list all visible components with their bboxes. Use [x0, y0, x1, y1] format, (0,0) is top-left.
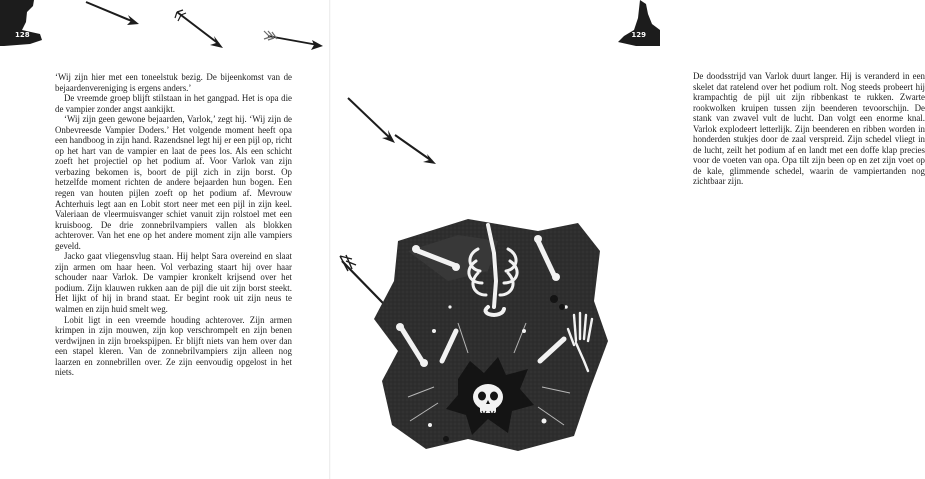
paragraph: ‘Wij zijn hier met een toneelstuk bezig. De bijeenkomst van de bejaardenvereniging is ergens anders.’	[55, 72, 292, 93]
paragraph: De vreemde groep blijft stilstaan in het gangpad. Het is opa die de vampier zonder angst aankijkt.	[55, 93, 292, 114]
witch-hat-icon	[616, 0, 660, 48]
right-text-column	[693, 71, 925, 187]
arrow-icon	[262, 30, 324, 52]
arrow-icon	[84, 0, 140, 26]
paragraph: Lobit ligt in een vreemde houding achterover. Zijn armen krimpen in zijn mouwen, zijn kop verschrompelt en zijn benen verdwijnen in zijn broekspijpen. Er blijft niets van hem over dan een stapel kleren. Van de zonnebrilvampiers zijn alleen nog laarzen en zonnebrillen over. Ze zijn eenvoudig opgelost in het niets.	[55, 314, 292, 378]
left-text-column	[55, 72, 292, 378]
paragraph: De doodsstrijd van Varlok duurt langer. Hij is veranderd in een skelet dat ratelend over het podium rolt. Nog steeds probeert hij krampachtig de pijl uit zijn ribbenkast te rukken. Zwarte rookwolken kruipen tussen zijn beenderen tevoorschijn. De stank van zwavel vult de lucht. Dan volgt een enorme knal. Varlok explodeert letterlijk. Zijn beenderen en ribben worden in honderden stukjes door de zaal verspreid. Zijn schedel vliegt in de lucht, zeilt het podium af en landt met een doffe klap precies voor de voeten van opa. Opa tilt zijn been op en zet zijn voet op de kale, glimmende schedel, waarin de vampiertanden nog zichtbaar zijn.	[693, 71, 925, 187]
page-number: 128	[15, 31, 30, 39]
skeleton-explosion-illustration	[338, 211, 618, 461]
witch-hat-icon	[0, 0, 48, 48]
paragraph: ‘Wij zijn geen gewone bejaarden, Varlok,’ zegt hij. ‘Wij zijn de Onbevreesde Vampier Doders.’ Het volgende moment heeft opa een handboog in zijn hand. Razendsnel legt hij er een pijl op, richt op het hart van de vampier en laat de pees los. Als een schicht zoeft het projectiel op het podium af. Voor Varlok van zijn verbazing bekomen is, boort de pijl zich in zijn borst. Op hetzelfde moment richten de andere bejaarden hun bogen. Een regen van houten pijlen zoeft op het podium af. Mevrouw Achterhuis legt aan en Lobit stort neer met een pijl in zijn keel. Valeriaan de vleermuisvanger schiet vanuit zijn rolstoel met een kruisboog. De drie zonnebrilvampiers vallen als blokken achterover. Van het ene op het andere moment zijn alle vampiers geveld.	[55, 114, 292, 251]
left-page	[0, 0, 330, 479]
arrow-icon	[175, 10, 225, 50]
page-number: 129	[631, 31, 646, 39]
paragraph: Jacko gaat vliegensvlug staan. Hij helpt Sara overeind en slaat zijn armen om haar heen. Vol verbazing staart hij over haar schouder naar Varlok. De vampier kronkelt krijsend over het podium. Zijn klauwen rukken aan de pijl die uit zijn borst steekt. Het lijkt of hij in brand staat. Er begint rook uit zijn neus te walmen en zijn huid smelt weg.	[55, 251, 292, 315]
